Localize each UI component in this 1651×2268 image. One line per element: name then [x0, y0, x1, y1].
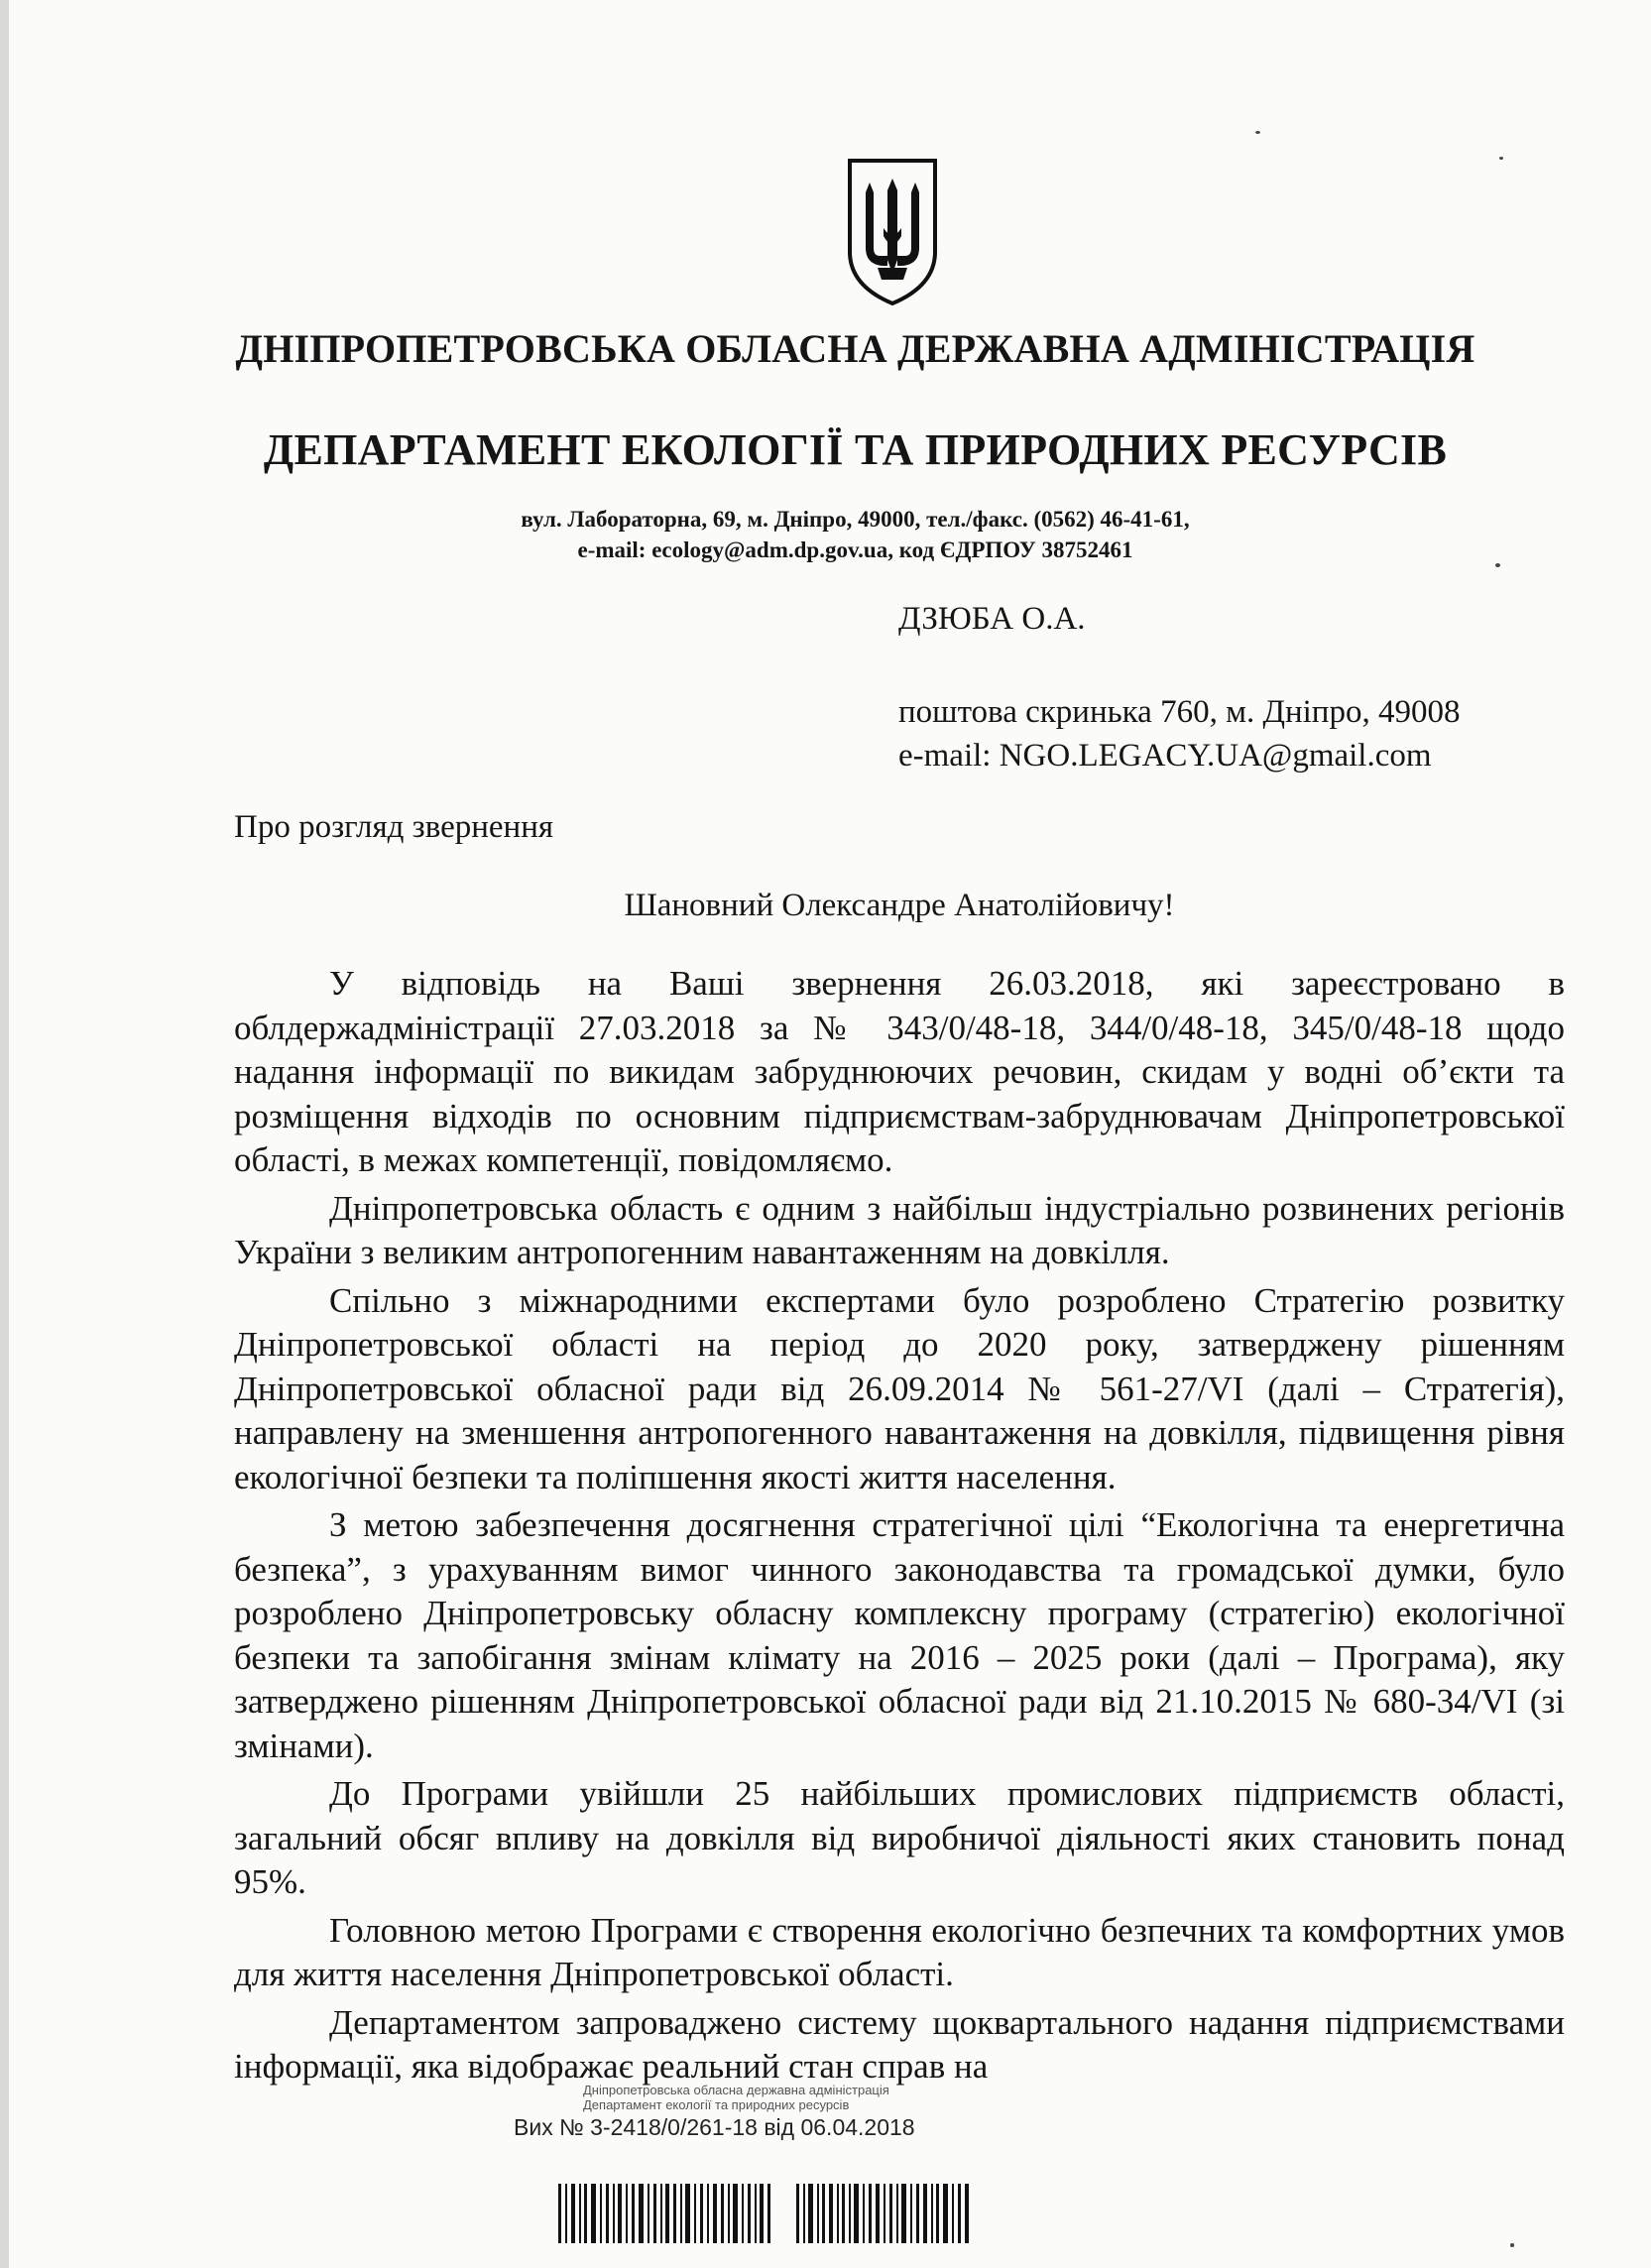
body-paragraph: Головною метою Програми є створення екологічно безпечних та комфортних умов для життя населення Дніпропетровської області.	[234, 1910, 1565, 1993]
scan-speck	[1499, 157, 1503, 160]
stamp-department: Департамент екології та природних ресурсів	[583, 2097, 850, 2112]
body-paragraph: З метою забезпечення досягнення стратегічної цілі “Екологічна та енергетична безпека”, з урахуванням вимог чинного законодавства та громадської думки, було розроблено Дніпропетровську обласну комплексну програму (стратегію) екологічної безпеки та запобігання змінам клімату на 2016 – 2025 роки (далі – Програма), яку затверджено рішенням Дніпропетровської обласної ради від 21.10.2015 № 680-34/VI (зі змінами).	[234, 1505, 1565, 1765]
organization-title: ДНІПРОПЕТРОВСЬКА ОБЛАСНА ДЕРЖАВНА АДМІНІСТРАЦІЯ	[235, 326, 1475, 371]
address-line: вул. Лабораторна, 69, м. Дніпро, 49000, тел./факс. (0562) 46-41-61,	[521, 507, 1190, 532]
barcode-icon	[558, 2184, 975, 2243]
body-paragraph: У відповідь на Ваші звернення 26.03.2018, які зареєстровано в облдержадміністрації 27.03.2018 за № 343/0/48-18, 344/0/48-18, 345/0/48-18 щодо надання інформації по викидам забруднюючих речовин, скидам у водні об’єкти та розміщення відходів по основним підприємствам-забруднювачам Дніпропетровської області, в межах компетенції, повідомляємо.	[234, 964, 1565, 1179]
recipient-email: e-mail: NGO.LEGACY.UA@gmail.com	[898, 738, 1432, 774]
body-paragraph: Спільно з міжнародними експертами було розроблено Стратегію розвитку Дніпропетровської області на період до 2020 року, затверджену рішенням Дніпропетровської обласної ради від 26.09.2014 № 561-27/VI (далі – Стратегія), направлену на зменшення антропогенного навантаження на довкілля, підвищення рівня екологічної безпеки та поліпшення якості життя населення.	[234, 1280, 1565, 1496]
department-contacts	[0, 504, 1651, 565]
body-paragraph: Дніпропетровська область є одним з найбільш індустріально розвинених регіонів України з великим антропогенним навантаженням на довкілля.	[234, 1188, 1565, 1271]
outgoing-registration-stamp	[484, 2083, 1000, 2142]
letter-body	[234, 962, 1565, 2093]
coat-of-arms-icon	[844, 157, 941, 307]
body-paragraph: До Програми увійшли 25 найбільших промислових підприємств області, загальний обсяг впливу на довкілля від виробничої діяльності яких становить понад 95%.	[234, 1774, 1565, 1901]
recipient-name: ДЗЮБА О.А.	[898, 601, 1086, 637]
letter-greeting: Шановний Олександре Анатолійовичу!	[624, 888, 1175, 923]
stamp-organization: Дніпропетровська обласна державна адміністрація	[583, 2083, 889, 2097]
stamp-outgoing-number: Вих № 3-2418/0/261-18 від 06.04.2018	[514, 2114, 915, 2140]
department-title: ДЕПАРТАМЕНТ ЕКОЛОГІЇ ТА ПРИРОДНИХ РЕСУРСІВ	[263, 425, 1448, 474]
scan-speck	[1495, 563, 1500, 567]
recipient-address: поштова скринька 760, м. Дніпро, 49008	[898, 694, 1461, 730]
email-line: e-mail: ecology@adm.dp.gov.ua, код ЄДРПОУ 38752461	[577, 537, 1133, 562]
scan-speck	[1510, 2243, 1514, 2247]
body-paragraph: Департаментом запроваджено систему щоквартального надання підприємствами інформації, яка відображає реальний стан справ на	[234, 2002, 1565, 2086]
recipient-address-block	[898, 690, 1460, 777]
letter-subject: Про розгляд звернення	[234, 809, 554, 845]
scan-speck	[1255, 131, 1260, 134]
